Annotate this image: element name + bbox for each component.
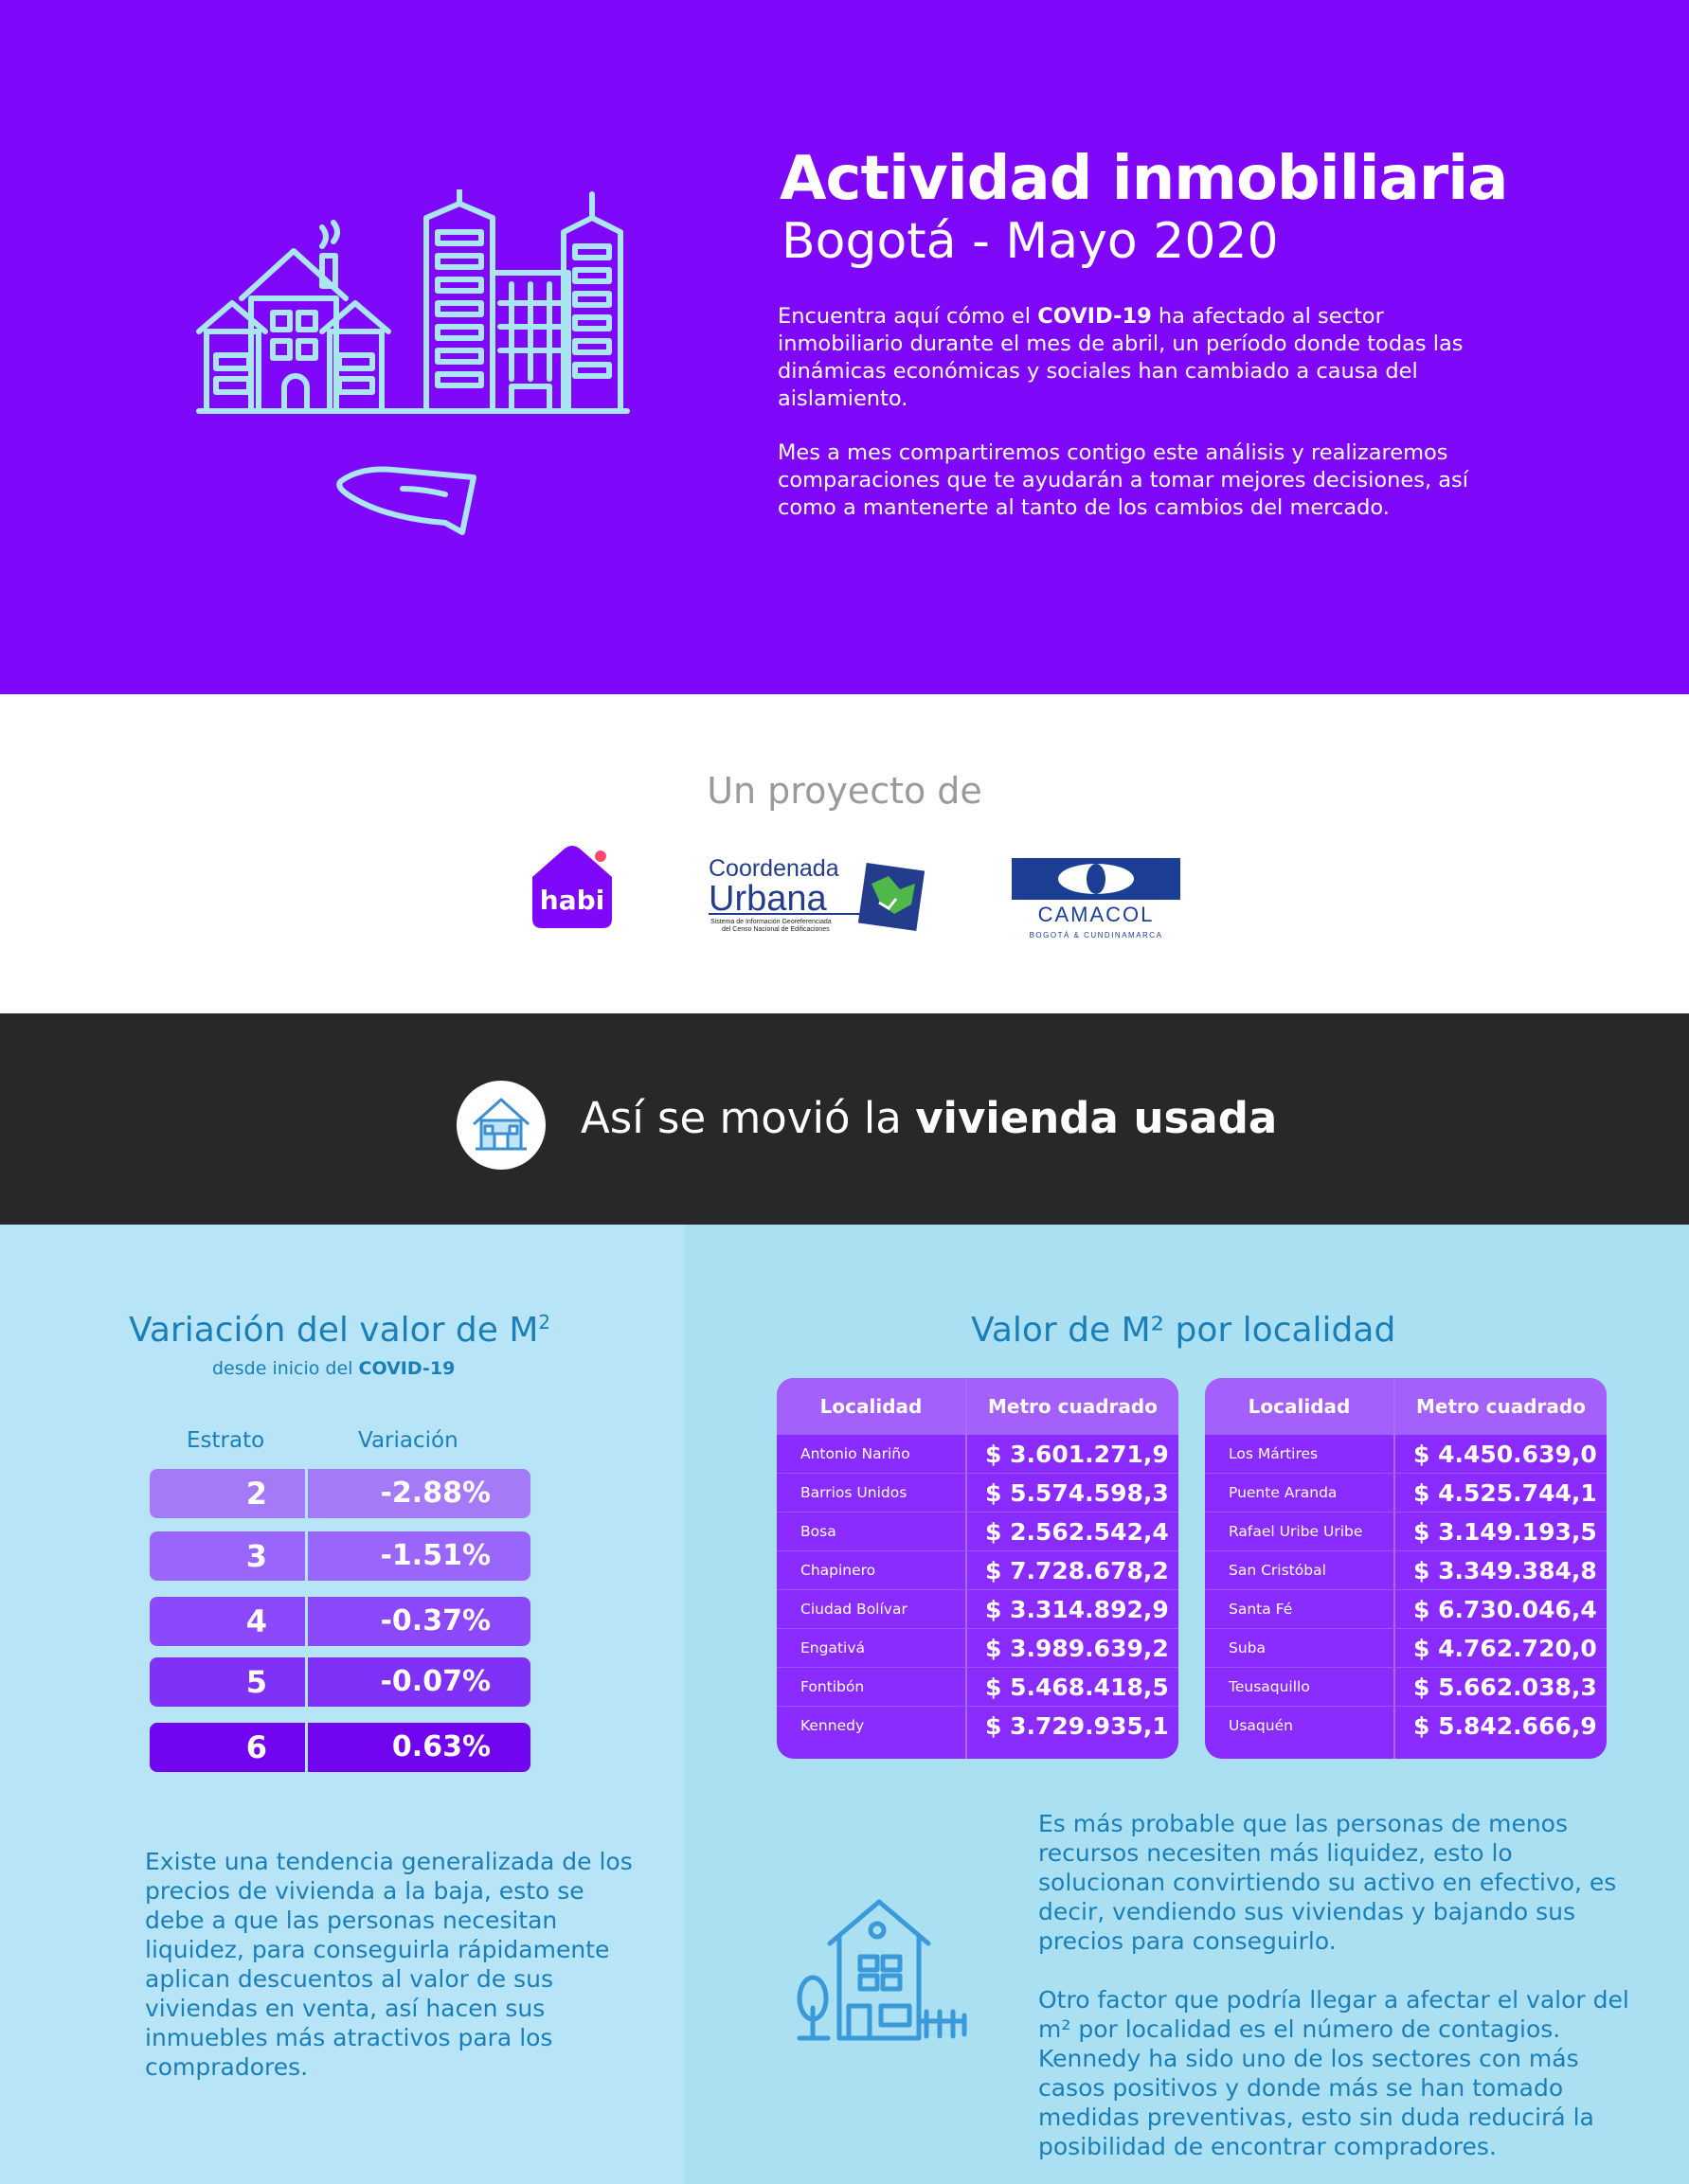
table-row: Bosa $ 2.562.542,4	[777, 1513, 1178, 1551]
localidad-header: Localidad	[819, 1395, 923, 1418]
used-housing-banner	[0, 1013, 1689, 1225]
city-buildings-icon	[189, 189, 635, 417]
table-row: Fontibón $ 5.468.418,5	[777, 1668, 1178, 1707]
table-row: Santa Fé $ 6.730.046,4	[1205, 1590, 1607, 1629]
locality-title: Valor de M² por localidad	[971, 1311, 1396, 1350]
table-row: Los Mártires $ 4.450.639,0	[1205, 1435, 1607, 1474]
svg-text:Coordenada: Coordenada	[709, 855, 839, 882]
variacion-cell: 0.63%	[308, 1723, 530, 1772]
variacion-cell: -1.51%	[308, 1531, 530, 1581]
variation-subtitle: desde inicio del COVID-19	[212, 1358, 456, 1379]
habi-logo[interactable]	[527, 843, 618, 930]
variation-row	[150, 1657, 530, 1707]
variation-row	[150, 1531, 530, 1581]
liquidity-paragraph: Es más probable que las personas de menos recursos necesiten más liquidez, esto lo solucionan convirtiendo su activo en efectivo, es decir, vendiendo sus viviendas y bajando sus precios para conseguirlo.	[1038, 1810, 1617, 1955]
hero-description: Mes a mes compartiremos contigo este análisis y realizaremos comparaciones que te ayudarán a tomar mejores decisiones, así como a mantenerte al tanto de los cambios del mercado.	[778, 440, 1469, 520]
localidad-header: Localidad	[1248, 1395, 1351, 1418]
table-row: Puente Aranda $ 4.525.744,1	[1205, 1474, 1607, 1513]
svg-text:CAMACOL: CAMACOL	[1037, 903, 1155, 926]
coordenada-urbana-logo[interactable]	[709, 855, 928, 940]
variation-row	[150, 1469, 530, 1518]
table-row: Barrios Unidos $ 5.574.598,3	[777, 1474, 1178, 1513]
hero-title: Actividad inmobiliaria	[780, 144, 1508, 214]
estrato-cell: 6	[150, 1723, 305, 1772]
metro-header: Metro cuadrado	[1416, 1395, 1586, 1418]
hand-icon	[336, 462, 488, 538]
camacol-logo[interactable]	[1012, 858, 1180, 943]
variacion-cell: -0.07%	[308, 1657, 530, 1707]
partners-section	[0, 694, 1689, 1013]
table-row: San Cristóbal $ 3.349.384,8	[1205, 1551, 1607, 1590]
banner-title: Así se movió la vivienda usada	[581, 1093, 1278, 1143]
table-header	[777, 1378, 1178, 1435]
variacion-column-header: Variación	[358, 1428, 458, 1453]
table-header	[1205, 1378, 1607, 1435]
svg-text:del Censo Nacional de Edificac: del Censo Nacional de Edificaciones	[722, 926, 830, 933]
table-row: Chapinero $ 7.728.678,2	[777, 1551, 1178, 1590]
contagion-paragraph: Otro factor que podría llegar a afectar el valor del m² por localidad es el número de contagios. Kennedy ha sido uno de los sectores con más casos positivos y donde más se han tomado medidas preventivas, esto sin duda reducirá la posibilidad de encontrar compradores.	[1038, 1986, 1629, 2160]
estrato-cell: 3	[150, 1531, 305, 1581]
table-row: Suba $ 4.762.720,0	[1205, 1629, 1607, 1668]
svg-text:Sistema de Información Georefe: Sistema de Información Georeferenciada	[710, 919, 832, 925]
house-badge-icon	[457, 1081, 546, 1170]
partners-label: Un proyecto de	[707, 770, 982, 812]
svg-text:BOGOTÁ & CUNDINAMARCA: BOGOTÁ & CUNDINAMARCA	[1029, 931, 1163, 940]
house-tree-icon	[794, 1894, 974, 2046]
variacion-cell: -0.37%	[308, 1597, 530, 1646]
metro-header: Metro cuadrado	[988, 1395, 1158, 1418]
table-row: Usaquén $ 5.842.666,9	[1229, 1712, 1597, 1740]
variation-title: Variación del valor de $M^2$	[129, 1311, 551, 1350]
variation-paragraph: Existe una tendencia generalizada de los precios de vivienda a la baja, esto se debe a que las personas necesitan liquidez, para conseguirla rápidamente aplican descuentos al valor de sus viviendas en venta, así hacen sus inmuebles más atractivos para los compradores.	[145, 1848, 633, 2081]
table-row: Rafael Uribe Uribe $ 3.149.193,5	[1205, 1513, 1607, 1551]
table-row: Kennedy $ 3.729.935,1	[800, 1712, 1169, 1740]
table-row: Engativá $ 3.989.639,2	[777, 1629, 1178, 1668]
variacion-cell: -2.88%	[308, 1469, 530, 1518]
hero-section	[0, 0, 1689, 694]
table-row: Teusaquillo $ 5.662.038,3	[1205, 1668, 1607, 1707]
estrato-column-header: Estrato	[187, 1428, 265, 1453]
table-row: Ciudad Bolívar $ 3.314.892,9	[777, 1590, 1178, 1629]
table-row: Antonio Nariño $ 3.601.271,9	[777, 1435, 1178, 1474]
estrato-cell: 5	[150, 1657, 305, 1707]
svg-text:Urbana: Urbana	[709, 879, 827, 919]
hero-subtitle: Bogotá - Mayo 2020	[782, 213, 1279, 270]
hero-intro: Encuentra aquí cómo el COVID-19 ha afectado al sector inmobiliario durante el mes de abril, un período donde todas las dinámicas económicas y sociales han cambiado a causa del aislamiento.	[778, 304, 1464, 411]
variation-row	[150, 1723, 530, 1772]
estrato-cell: 4	[150, 1597, 305, 1646]
svg-text:habi: habi	[539, 885, 605, 916]
locality-table-2	[1205, 1378, 1607, 1759]
estrato-cell: 2	[150, 1469, 305, 1518]
locality-table-1	[777, 1378, 1178, 1759]
variation-row	[150, 1597, 530, 1646]
